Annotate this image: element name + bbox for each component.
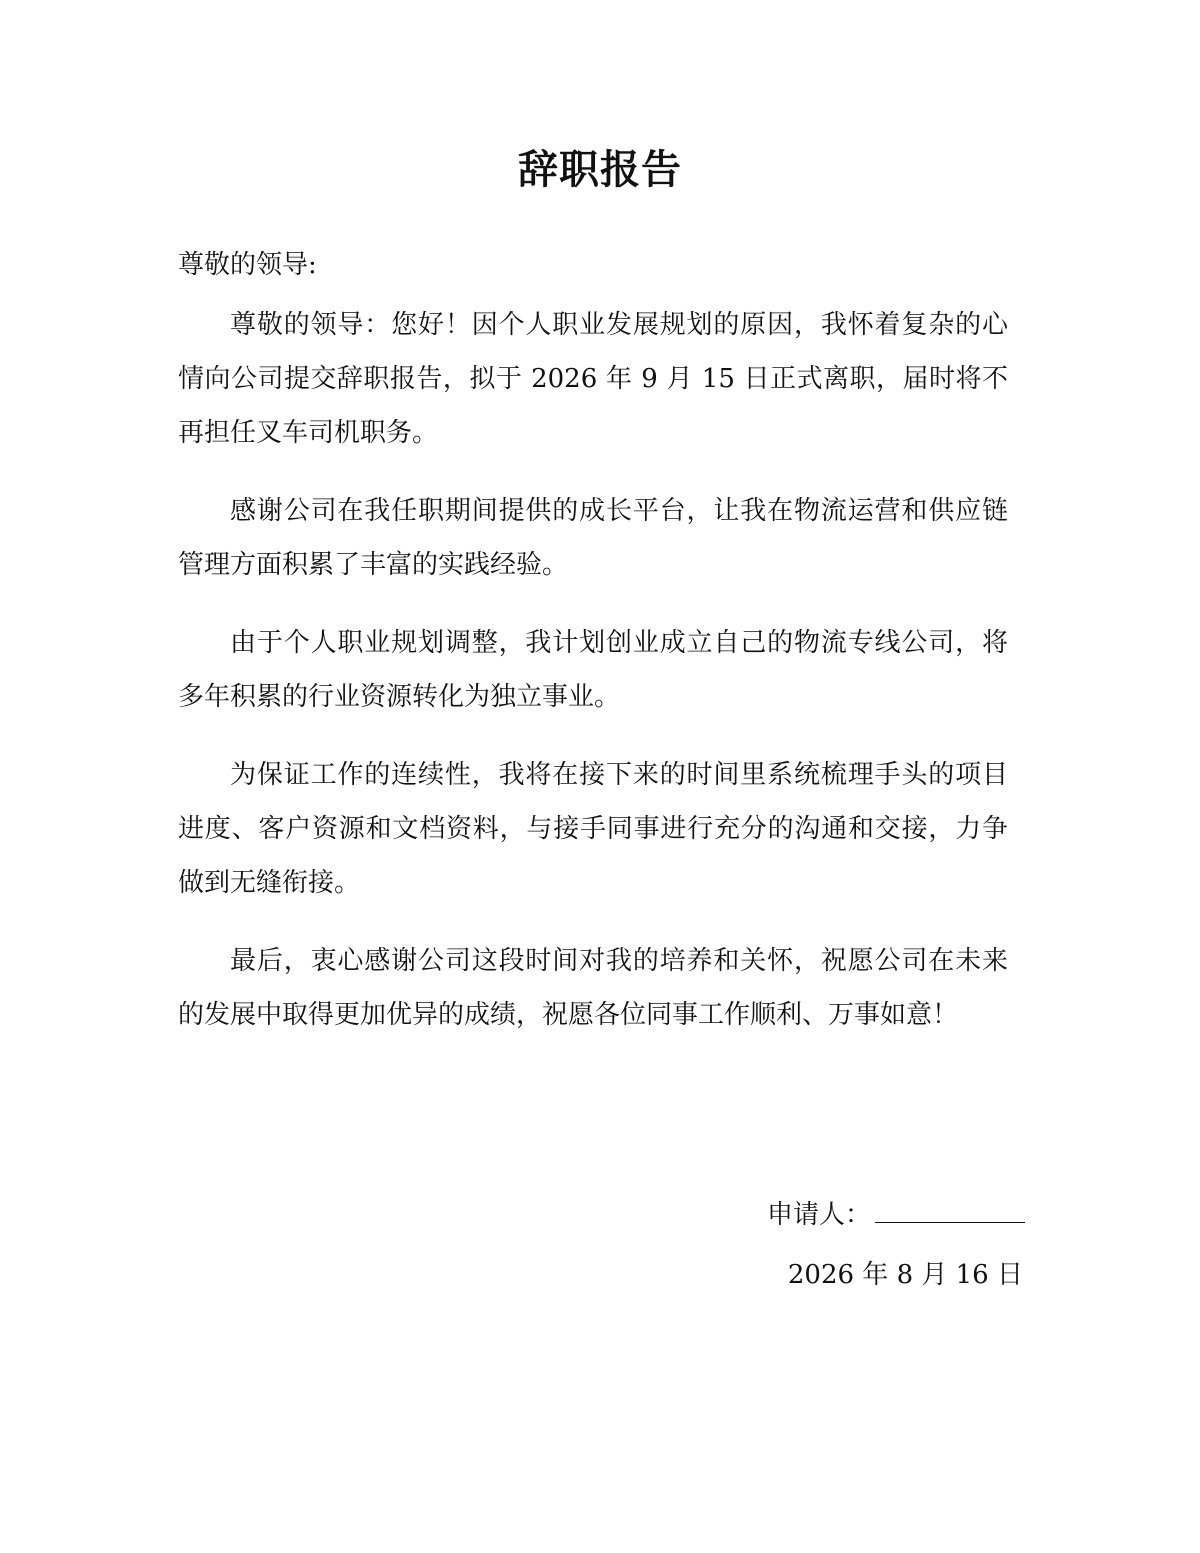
signature-line (875, 1192, 1025, 1223)
paragraph-closing: 最后，衷心感谢公司这段时间对我的培养和关怀，祝愿公司在未来的发展中取得更加优异的成绩，祝愿各位同事工作顺利、万事如意！ (178, 946, 1008, 1030)
document-title: 辞职报告 (518, 147, 682, 193)
paragraph-reason: 由于个人职业规划调整，我计划创业成立自己的物流专线公司，将多年积累的行业资源转化为独立事业。 (178, 628, 1008, 712)
letter-body (178, 298, 1008, 1066)
salutation: 尊敬的领导: (178, 250, 317, 280)
paragraph-thanks: 感谢公司在我任职期间提供的成长平台，让我在物流运营和供应链管理方面积累了丰富的实践经验。 (178, 496, 1008, 580)
paragraph-handover: 为保证工作的连续性，我将在接下来的时间里系统梳理手头的项目进度、客户资源和文档资料，与接手同事进行充分的沟通和交接，力争做到无缝衔接。 (178, 760, 1008, 898)
applicant-label: 申请人： (766, 1200, 871, 1230)
applicant-signature (767, 1188, 1025, 1242)
letter-date: 2026 年 8 月 16 日 (787, 1260, 1023, 1290)
paragraph-greeting: 尊敬的领导：您好！因个人职业发展规划的原因，我怀着复杂的心情向公司提交辞职报告，拟于 2026 年 9 月 15 日正式离职，届时将不再担任叉车司机职务。 (178, 310, 1008, 448)
